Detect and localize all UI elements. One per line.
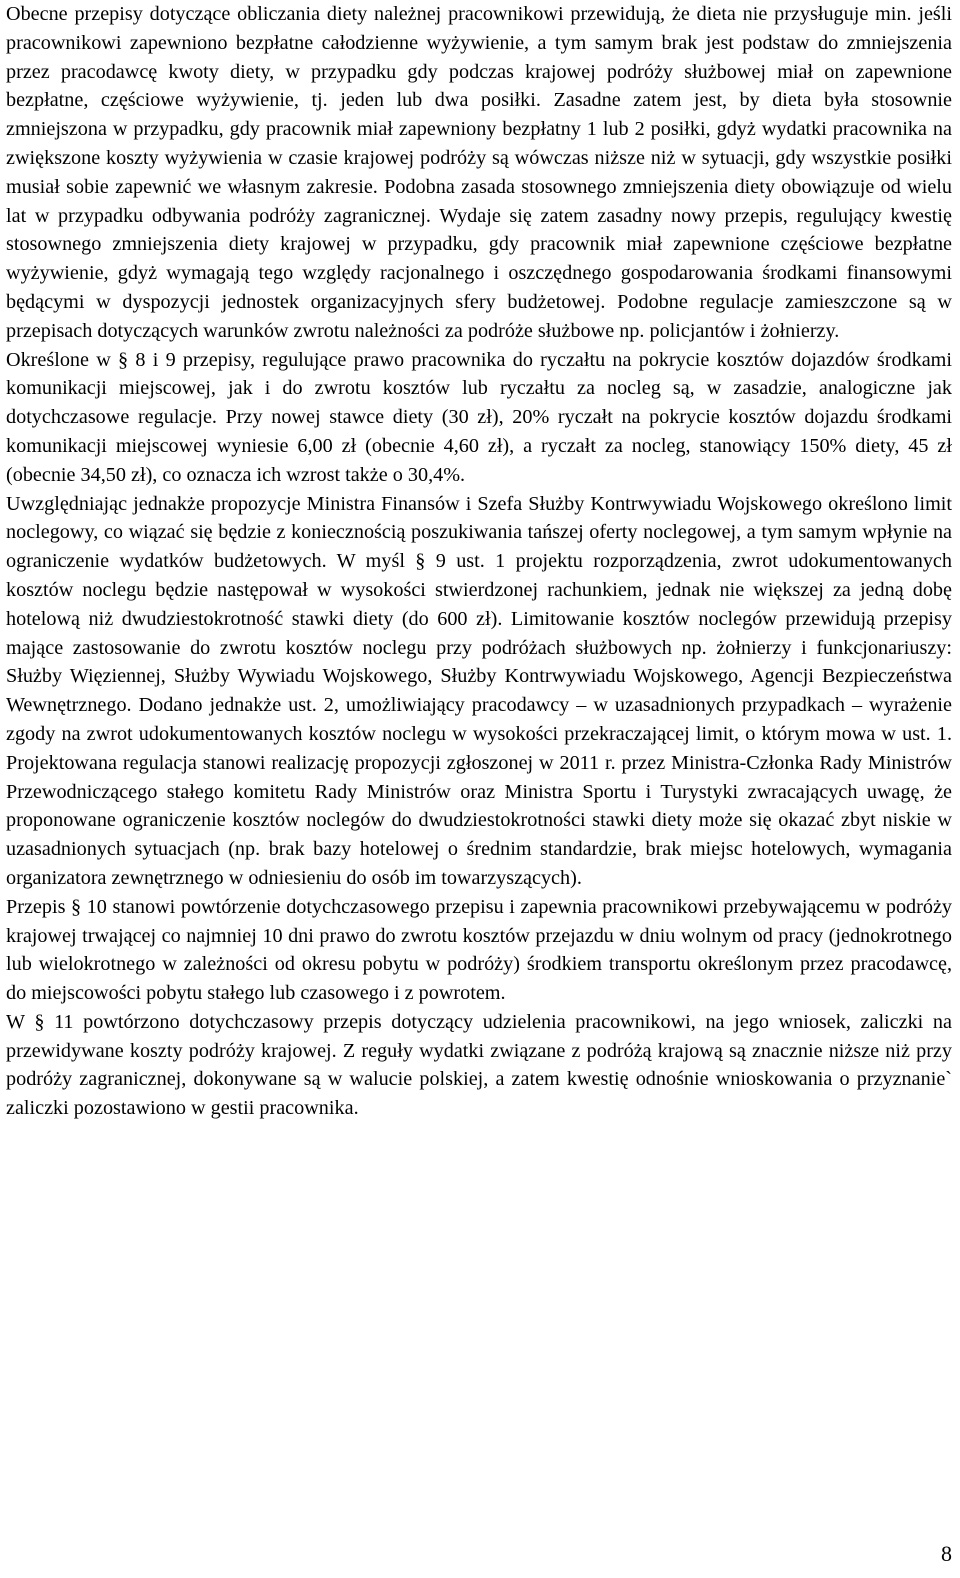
paragraph-section-10: Przepis § 10 stanowi powtórzenie dotychczasowego przepisu i zapewnia pracownikowi przebywającemu w podróży krajowej trwającej co najmniej 10 dni prawo do zwrotu kosztów przejazdu w dniu wolnym od pracy (jednokrotnego lub wielokrotnego w zależności od okresu pobytu w podróży) środkiem transportu określonym przez pracodawcę, do miejscowości pobytu stałego lub czasowego i z powrotem. [6, 895, 952, 1005]
paragraph-accommodation-limit: Uwzględniając jednakże propozycje Ministra Finansów i Szefa Służby Kontrwywiadu Wojskowego określono limit noclegowy, co wiązać się będzie z koniecznością poszukiwania tańszej oferty noclegowej, a tym samym wpłynie na ograniczenie wydatków budżetowych. W myśl § 9 ust. 1 projektu rozporządzenia, zwrot udokumentowanych kosztów noclegu będzie następował w wysokości stwierdzonej rachunkiem, jednak nie większej za jedną dobę hotelową niż dwudziestokrotność stawki diety (do 600 zł). Limitowanie kosztów noclegów przewidują przepisy mające zastosowanie do zwrotu kosztów noclegu przy podróżach służbowych np. żołnierzy i funkcjonariuszy: Służby Więziennej, Służby Wywiadu Wojskowego, Służby Kontrwywiadu Wojskowego, Agencji Bezpieczeństwa Wewnętrznego. Dodano jednakże ust. 2, umożliwiający pracodawcy – w uzasadnionych przypadkach – wyrażenie zgody na zwrot udokumentowanych kosztów noclegu w wysokości przekraczającej limit, o którym mowa w ust. 1. Projektowana regulacja stanowi realizację propozycji zgłoszonej w 2011 r. przez Ministra-Członka Rady Ministrów Przewodniczącego stałego komitetu Rady Ministrów oraz Ministra Sportu i Turystyki zwracających uwagę, że proponowane ograniczenie kosztów noclegów do dwudziestokrotności stawki diety może się okazać zbyt niskie w uzasadnionych sytuacjach (np. brak bazy hotelowej o średnim standardzie, brak miejsc hotelowych, wymagania organizatora zewnętrznego w odniesieniu do osób im towarzyszących). [6, 492, 952, 889]
paragraph-meal-allowance: Obecne przepisy dotyczące obliczania diety należnej pracownikowi przewidują, że dieta nie przysługuje min. jeśli pracownikowi zapewniono bezpłatne całodzienne wyżywienie, a tym samym brak jest podstaw do zmniejszenia przez pracodawcę kwoty diety, w przypadku gdy podczas krajowej podróży służbowej miał on zapewnione bezpłatne, częściowe wyżywienie, tj. jeden lub dwa posiłki. Zasadne zatem jest, by dieta była stosownie zmniejszona w przypadku, gdy pracownik miał zapewniony bezpłatny 1 lub 2 posiłki, gdyż wydatki pracownika na zwiększone koszty wyżywienia w czasie krajowej podróży są wówczas niższe niż w sytuacji, gdy wszystkie posiłki musiał sobie zapewnić we własnym zakresie. Podobna zasada stosownego zmniejszenia diety obowiązuje od wielu lat w przypadku odbywania podróży zagranicznej. Wydaje się zatem zasadny nowy przepis, regulujący kwestię stosownego zmniejszenia diety krajowej w przypadku, gdy pracownik miał zapewnione częściowe bezpłatne wyżywienie, gdyż wymagają tego względy racjonalnego i oszczędnego gospodarowania środkami finansowymi będącymi w dyspozycji jednostek organizacyjnych sfery budżetowej. Podobne regulacje zamieszczone są w przepisach dotyczących warunków zwrotu należności za podróże służbowe np. policjantów i żołnierzy. [6, 3, 952, 342]
document-body [6, 0, 952, 1123]
paragraph-section-11: W § 11 powtórzono dotychczasowy przepis dotyczący udzielenia pracownikowi, na jego wniosek, zaliczki na przewidywane koszty podróży krajowej. Z reguły wydatki związane z podróżą krajową są znacznie niższe niż przy podróży zagranicznej, dokonywane są w walucie polskiej, a zatem kwestię odnośnie wnioskowania o przyznanie` zaliczki pozostawiono w gestii pracownika. [6, 1010, 952, 1120]
paragraph-section-8-9: Określone w § 8 i 9 przepisy, regulujące prawo pracownika do ryczałtu na pokrycie kosztów dojazdów środkami komunikacji miejscowej, jak i do zwrotu kosztów lub ryczałtu za nocleg są, w zasadzie, analogiczne jak dotychczasowe regulacje. Przy nowej stawce diety (30 zł), 20% ryczałt na pokrycie kosztów dojazdu środkami komunikacji miejscowej wyniesie 6,00 zł (obecnie 4,60 zł), a ryczałt za nocleg, stanowiący 150% diety, 45 zł (obecnie 34,50 zł), co oznacza ich wzrost także o 30,4%. [6, 348, 952, 486]
page-number: 8 [941, 1541, 952, 1566]
